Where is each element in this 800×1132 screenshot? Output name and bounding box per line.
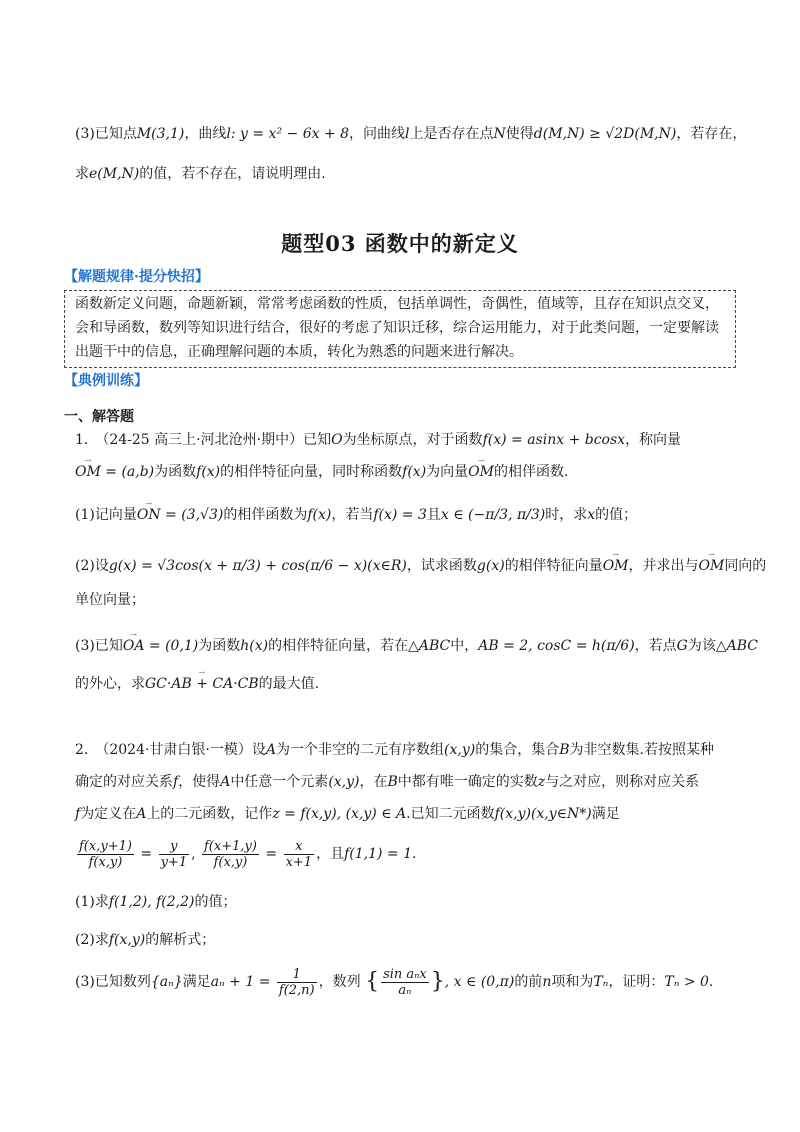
fraction: $\frac{y}{y+1}$ [160, 838, 188, 870]
top-problem-line-2: 求e(M,N)的值，若不存在，请说明理由. [75, 166, 326, 182]
q1-line-6: (3)已知→ OA = (0,1)为函数h(x)的相伴特征向量，若在△ABC中，AB = 2, cosC = h(π/6)，若点G为该△ABC [75, 636, 758, 656]
q1-line-3: (1)记向量→ ON = (3,√3)的相伴函数为f(x)，若当f(x) = 3且x ∈ (−π/3, π/3)时，求x的值； [75, 505, 637, 525]
tip-line: 出题干中的信息，正确理解问题的本质，转化为熟悉的问题来进行解决。 [75, 344, 523, 360]
q1-line-1: 1. （24-25 高三上·河北沧州·期中）已知O为坐标原点，对于函数f(x) = asinx + bcosx，称向量 [75, 432, 682, 448]
q1-line-5: 单位向量； [75, 592, 145, 608]
fraction: $\frac{1}{f(2,n)}$ [278, 966, 315, 998]
fraction: $\frac{x}{x+1}$ [285, 838, 313, 870]
section-title: 题型03 函数中的新定义 [281, 231, 519, 256]
fraction: $\frac{f(x,y+1)}{f(x,y)}$ [79, 838, 132, 870]
tip-tag: 【解题规律·提分快招】 [64, 269, 209, 285]
q2-line-2: 确定的对应关系f，使得A中任意一个元素(x,y)，在B中都有唯一确定的实数z与之对应，则称对应关系 [75, 774, 700, 790]
q2-line-4: $\frac{f(x,y+1)}{f(x,y)}$ = $\frac{y}{y+1}$ , $\frac{f(x+1,y)}{f(x,y)}$ = $\frac{x}{x+1}$ ，且f(1,1) = 1. [79, 838, 417, 870]
q2-line-7: (3)已知数列{aₙ}满足aₙ + 1 = $\frac{1}{f(2,n)}$ ，数列 { $\frac{\text{sin aₙx}}{\text{aₙ}}$ }, x ∈ (0,π)的前n项和为Tₙ，证明：Tₙ > 0. [75, 966, 714, 998]
section-heading: 一、解答题 [64, 409, 134, 425]
fraction: $\frac{\text{sin aₙx}}{\text{aₙ}}$ [383, 966, 427, 998]
q2-line-1: 2. （2024·甘肃白银·一模）设A为一个非空的二元有序数组(x,y)的集合，集合B为非空数集.若按照某种 [75, 742, 714, 758]
q2-line-5: (1)求f(1,2), f(2,2)的值； [75, 894, 237, 910]
q2-line-6: (2)求f(x,y)的解析式； [75, 932, 216, 948]
q1-line-4: (2)设g(x) = √3cos(x + π/3) + cos(π/6 − x)(x∈R)，试求函数g(x)的相伴特征向量→ OM，并求出与→ OM同向的 [75, 556, 766, 576]
top-problem-line-1: (3)已知点M(3,1)，曲线l: y = x² − 6x + 8，问曲线l上是否存在点N使得d(M,N) ≥ √2D(M,N)，若存在， [75, 126, 747, 142]
q1-line-7: 的外心，求→ GC·AB + CA·CB的最大值. [75, 674, 319, 694]
fraction: $\frac{f(x+1,y)}{f(x,y)}$ [204, 838, 257, 870]
q2-line-3: f为定义在A上的二元函数，记作z = f(x,y), (x,y) ∈ A.已知二元函数f(x,y)(x,y∈N*)满足 [75, 806, 620, 822]
example-tag: 【典例训练】 [64, 373, 148, 389]
tip-line: 函数新定义问题，命题新颖，常常考虑函数的性质，包括单调性，奇偶性，值域等，且存在知识点交叉， [75, 296, 719, 312]
tip-line: 会和导函数，数列等知识进行结合，很好的考虑了知识迁移，综合运用能力，对于此类问题，一定要解读 [75, 320, 719, 336]
q1-line-2: → OM = (a,b)为函数f(x)的相伴特征向量，同时称函数f(x)为向量→ OM的相伴函数. [75, 462, 568, 482]
